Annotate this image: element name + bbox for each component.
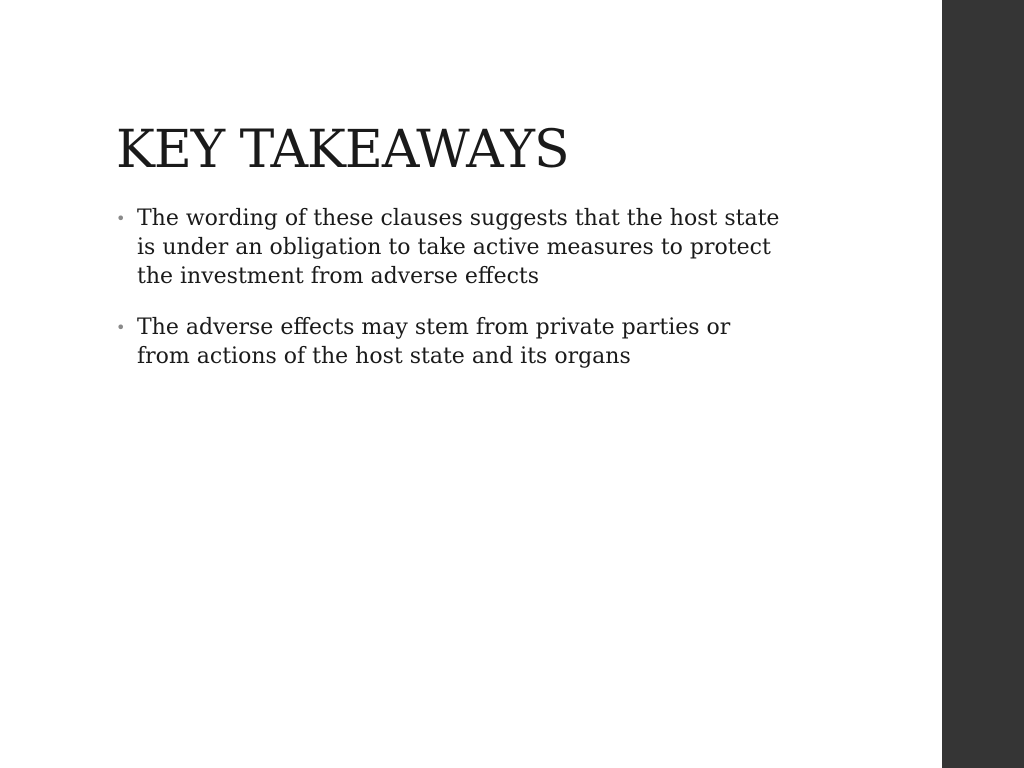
bullet-line: The wording of these clauses suggests that the host state: [137, 206, 780, 231]
bullet-line: is under an obligation to take active measures to protect: [137, 235, 771, 260]
bullet-item: [116, 313, 836, 371]
bullet-dot-icon: •: [116, 318, 126, 337]
bullet-line: from actions of the host state and its organs: [137, 344, 631, 369]
bullet-line: The adverse effects may stem from private parties or: [137, 315, 731, 340]
bullet-item: [116, 204, 836, 291]
bullet-list: [116, 204, 836, 371]
slide-content: [116, 118, 836, 393]
bullet-dot-icon: •: [116, 209, 126, 228]
slide-title: KEY TAKEAWAYS: [116, 120, 569, 180]
decorative-side-bar: [942, 0, 1024, 768]
bullet-line: the investment from adverse effects: [137, 264, 540, 289]
